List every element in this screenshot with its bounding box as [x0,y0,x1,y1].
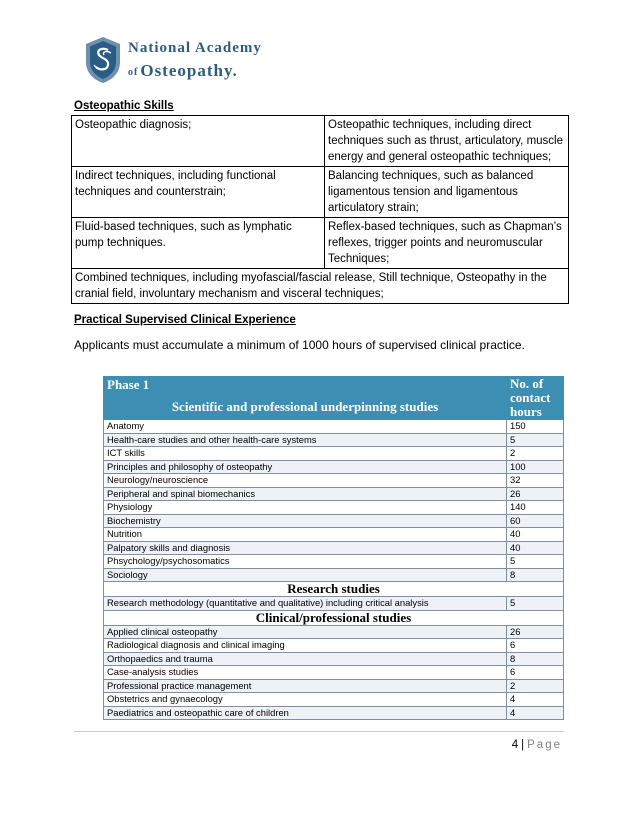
page-footer: 4 | Page [511,739,562,751]
subject-cell: Palpatory skills and diagnosis [104,541,507,555]
subject-cell: Anatomy [104,420,507,434]
table-row [104,541,564,555]
subject-cell: Principles and philosophy of osteopathy [104,460,507,474]
phase-label: Phase 1 [107,377,150,392]
clinical-section-title: Clinical/professional studies [104,610,564,625]
logo-line-1: National Academy [128,40,262,56]
hours-cell: 2 [507,679,564,693]
curriculum-table [103,376,564,720]
hours-cell: 4 [507,693,564,707]
page-label: Page [527,739,562,751]
subject-cell: Obstetrics and gynaecology [104,693,507,707]
hours-cell: 6 [507,666,564,680]
hours-cell: 6 [507,639,564,653]
table-row [104,625,564,639]
subject-cell: Peripheral and spinal biomechanics [104,487,507,501]
hours-cell: 32 [507,474,564,488]
research-section-title: Research studies [104,582,564,597]
subject-cell: Case-analysis studies [104,666,507,680]
table-row [104,433,564,447]
subject-cell: Health-care studies and other health-care systems [104,433,507,447]
subject-cell: Physiology [104,501,507,515]
shield-logo-icon [84,36,122,84]
skills-heading: Osteopathic Skills [74,100,174,112]
table-row [104,679,564,693]
subject-cell: Phsychology/psychosomatics [104,555,507,569]
phase-header-cell [104,377,507,420]
table-row [104,706,564,720]
logo-of: of [128,66,139,78]
hours-cell: 8 [507,652,564,666]
table-row [104,501,564,515]
hours-cell: 4 [507,706,564,720]
hours-cell: 5 [507,433,564,447]
table-row [104,528,564,542]
footer-rule [74,731,564,732]
subject-cell: Sociology [104,568,507,582]
subject-cell: Neurology/neuroscience [104,474,507,488]
skills-cell: Balancing techniques, such as balanced ligamentous tension and ligamentous articulatory strain; [325,167,569,218]
table-row [72,167,569,218]
table-row [104,555,564,569]
table-row [104,597,564,611]
table-row [104,639,564,653]
subject-cell: Research methodology (quantitative and qualitative) including critical analysis [104,597,507,611]
hours-cell: 5 [507,555,564,569]
table-row [104,568,564,582]
table-row [104,514,564,528]
hours-cell: 150 [507,420,564,434]
table-row [104,652,564,666]
clinical-section [104,610,564,625]
hours-cell: 40 [507,528,564,542]
table-row [104,487,564,501]
hours-cell: 8 [507,568,564,582]
hours-cell: 40 [507,541,564,555]
skills-cell: Reflex-based techniques, such as Chapman’s reflexes, trigger points and neuromuscular Techniques; [325,218,569,269]
table-row [72,116,569,167]
subject-cell: Orthopaedics and trauma [104,652,507,666]
hours-cell: 5 [507,597,564,611]
hours-cell: 26 [507,625,564,639]
table-row [104,447,564,461]
hours-cell: 100 [507,460,564,474]
practical-heading: Practical Supervised Clinical Experience [74,314,296,326]
phase-subtitle: Scientific and professional underpinning studies [171,399,439,414]
table-row [104,474,564,488]
table-row [104,693,564,707]
table-row [104,460,564,474]
logo-line-2: Osteopathy. [140,61,238,80]
hours-header: No. of contact hours [507,377,564,420]
skills-cell: Osteopathic diagnosis; [72,116,325,167]
table-row [72,218,569,269]
subject-cell: Professional practice management [104,679,507,693]
subject-cell: Paediatrics and osteopathic care of children [104,706,507,720]
subject-cell: Biochemistry [104,514,507,528]
table-row [104,420,564,434]
page-number: 4 [511,739,519,751]
academy-logo [84,36,264,86]
subject-cell: Radiological diagnosis and clinical imaging [104,639,507,653]
skills-cell: Osteopathic techniques, including direct techniques such as thrust, articulatory, muscle energy and general osteopathic techniques; [325,116,569,167]
subject-cell: Nutrition [104,528,507,542]
table-row [72,269,569,304]
curriculum-header-row [104,377,564,420]
hours-cell: 2 [507,447,564,461]
skills-table [71,115,569,304]
skills-cell: Indirect techniques, including functional techniques and counterstrain; [72,167,325,218]
table-row [104,666,564,680]
subject-cell: ICT skills [104,447,507,461]
practical-text: Applicants must accumulate a minimum of 1000 hours of supervised clinical practice. [74,338,525,352]
hours-cell: 60 [507,514,564,528]
research-section [104,582,564,597]
skills-cell: Combined techniques, including myofascial/fascial release, Still technique, Osteopathy in the cranial field, involuntary mechanism and visceral techniques; [72,269,569,304]
subject-cell: Applied clinical osteopathy [104,625,507,639]
hours-cell: 140 [507,501,564,515]
skills-cell: Fluid-based techniques, such as lymphatic pump techniques. [72,218,325,269]
hours-cell: 26 [507,487,564,501]
